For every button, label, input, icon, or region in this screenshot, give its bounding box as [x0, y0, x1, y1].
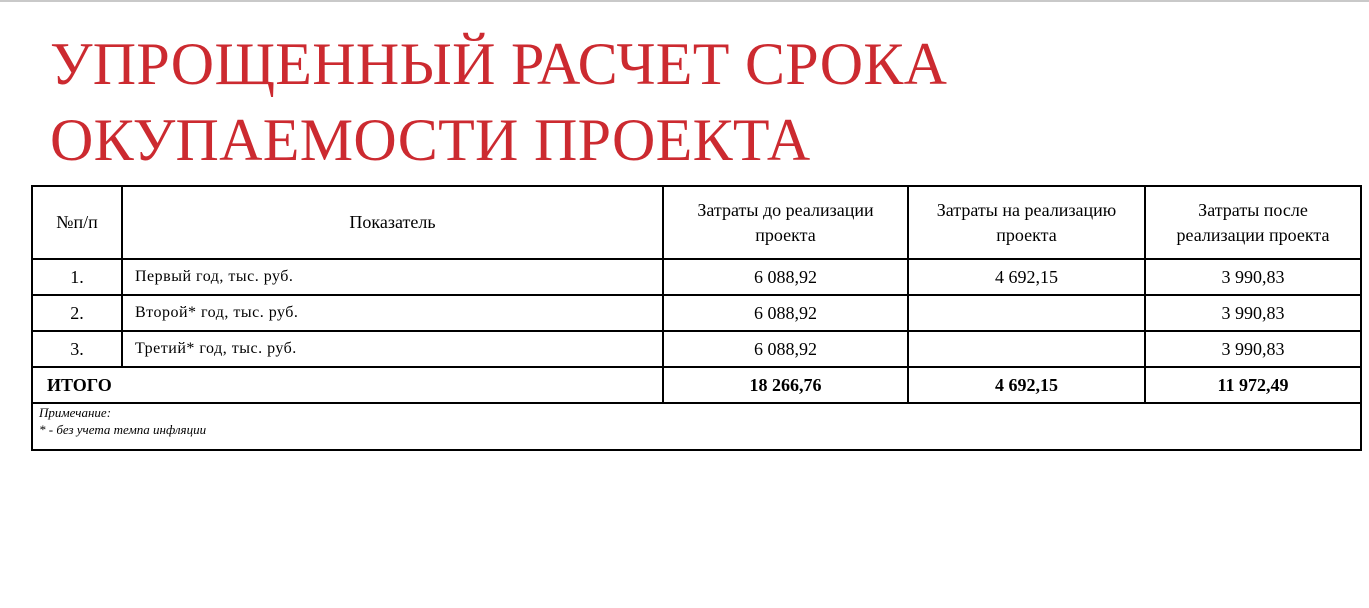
header-costs-before: Затраты до реализации проекта — [663, 186, 908, 259]
row-indicator: Первый год, тыс. руб. — [122, 259, 663, 295]
row-num: 3. — [32, 331, 122, 367]
row-costs-during — [908, 331, 1145, 367]
table-header-row — [32, 186, 1361, 259]
row-indicator: Второй* год, тыс. руб. — [122, 295, 663, 331]
row-costs-before: 6 088,92 — [663, 331, 908, 367]
page-title — [50, 26, 947, 178]
total-label: ИТОГО — [32, 367, 663, 403]
total-before: 18 266,76 — [663, 367, 908, 403]
note-cell — [32, 403, 1361, 450]
row-indicator: Третий* год, тыс. руб. — [122, 331, 663, 367]
header-costs-after: Затраты после реализации проекта — [1145, 186, 1361, 259]
top-border-line — [0, 0, 1369, 2]
row-costs-after: 3 990,83 — [1145, 331, 1361, 367]
page-title-line-2: ОКУПАЕМОСТИ ПРОЕКТА — [50, 107, 811, 173]
row-costs-during: 4 692,15 — [908, 259, 1145, 295]
note-text: * - без учета темпа инфляции — [39, 422, 207, 437]
header-num: №п/п — [32, 186, 122, 259]
row-costs-during — [908, 295, 1145, 331]
table-row — [32, 295, 1361, 331]
header-indicator: Показатель — [122, 186, 663, 259]
row-costs-after: 3 990,83 — [1145, 295, 1361, 331]
total-during: 4 692,15 — [908, 367, 1145, 403]
note-title: Примечание: — [39, 405, 112, 420]
table-body — [32, 259, 1361, 367]
table-note-row — [32, 403, 1361, 450]
total-after: 11 972,49 — [1145, 367, 1361, 403]
row-costs-before: 6 088,92 — [663, 259, 908, 295]
row-num: 1. — [32, 259, 122, 295]
table-row — [32, 331, 1361, 367]
row-num: 2. — [32, 295, 122, 331]
row-costs-before: 6 088,92 — [663, 295, 908, 331]
page-title-line-1: УПРОЩЕННЫЙ РАСЧЕТ СРОКА — [50, 31, 948, 97]
header-costs-during: Затраты на реализацию проекта — [908, 186, 1145, 259]
payback-cost-table — [31, 185, 1362, 451]
table-total-row — [32, 367, 1361, 403]
table-row — [32, 259, 1361, 295]
row-costs-after: 3 990,83 — [1145, 259, 1361, 295]
